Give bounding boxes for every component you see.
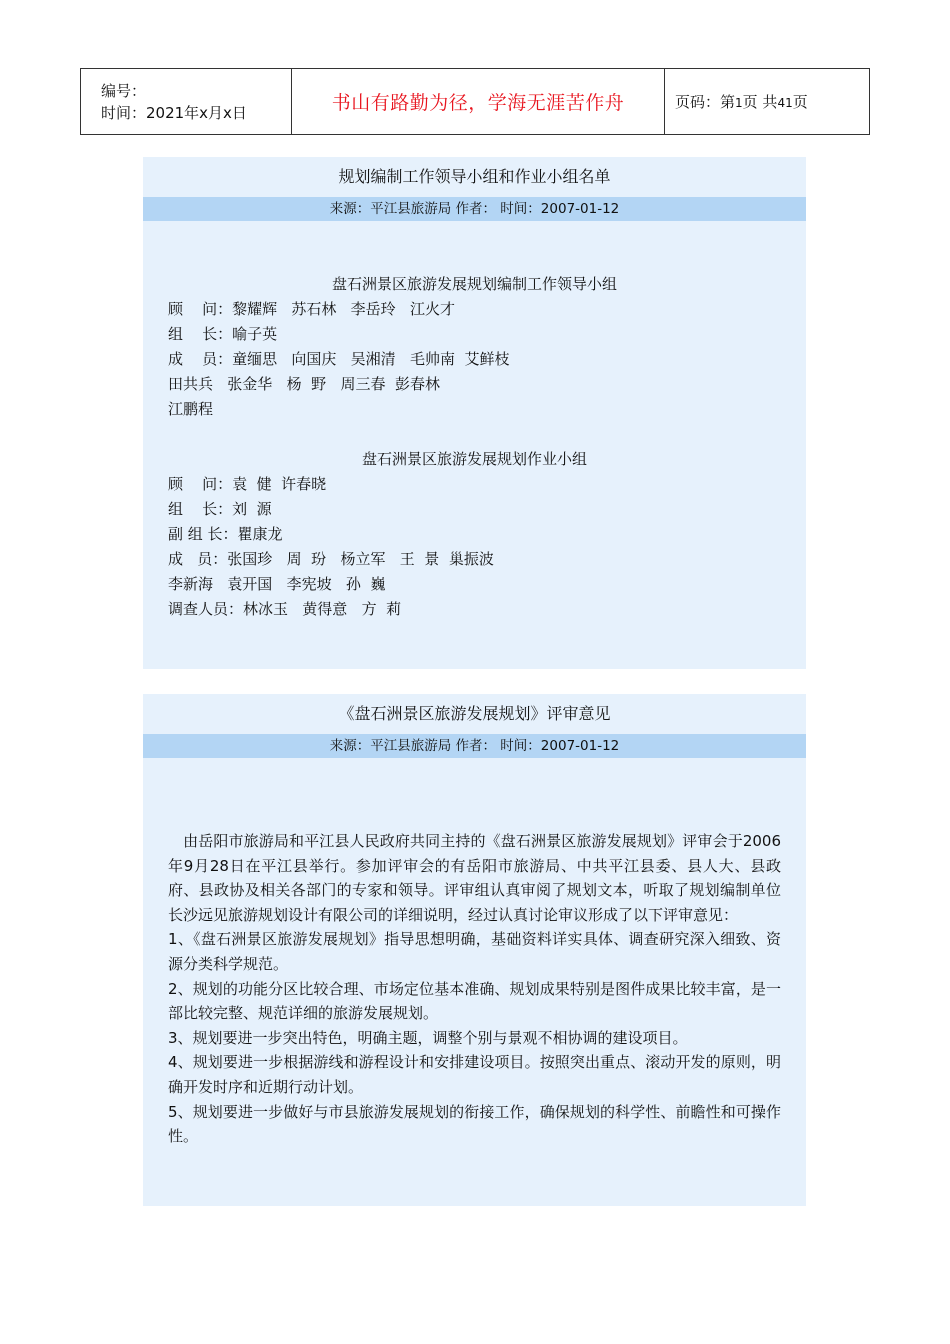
article-meta: 来源：平江县旅游局 作者： 时间：2007-01-12 [143,734,806,758]
page-indicator [665,69,870,135]
page-label: 页码：第 [675,93,736,111]
roster-line: 调查人员：林冰玉 黄得意 方 莉 [168,600,402,618]
paragraph: 1、《盘石洲景区旅游发展规划》指导思想明确，基础资料详实具体、调查研究深入细致、资源分类科学规范。 [168,930,781,973]
page-current: 1 [735,96,743,110]
article-body [143,221,806,622]
paragraph: 5、规划要进一步做好与市县旅游发展规划的衔接工作，确保规划的科学性、前瞻性和可操作性。 [168,1102,781,1146]
time-label: 时间：2021年x月x日 [101,103,247,122]
roster-line: 组 长：喻子英 [168,325,278,343]
roster-line: 副 组 长：瞿康龙 [168,525,283,543]
group-title: 盘石洲景区旅游发展规划编制工作领导小组 [331,275,617,293]
roster-line: 江鹏程 [168,400,214,418]
header-left-cell [81,69,292,135]
page-end: 页 [792,93,808,111]
group-title: 盘石洲景区旅游发展规划作业小组 [361,450,587,468]
page-mid: 页 共 [742,93,778,111]
roster-line: 组 长：刘 源 [168,500,272,518]
article-title: 《盘石洲景区旅游发展规划》评审意见 [338,704,611,723]
article-review [143,694,806,1206]
number-label: 编号： [101,81,147,100]
roster-line: 李新海 袁开国 李宪坡 孙 巍 [168,575,386,593]
spacer [168,422,781,447]
article-title: 规划编制工作领导小组和作业小组名单 [338,167,611,186]
paragraph: 由岳阳市旅游局和平江县人民政府共同主持的《盘石洲景区旅游发展规划》评审会于2006年9月28日在平江县举行。参加评审会的有岳阳市旅游局、中共平江县委、县人大、县政府、县政协及相关各部门的专家和领导。评审组认真审阅了规划文本，听取了规划编制单位长沙远见旅游规划设计有限公司的详细说明，经过认真讨论审议形成了以下评审意见： [168,832,781,924]
roster-line: 顾 问：黎耀辉 苏石林 李岳玲 江火才 [168,300,455,318]
motto: 书山有路勤为径，学海无涯苦作舟 [292,69,665,135]
article-roster [143,157,806,669]
roster-line: 顾 问：袁 健 许春晓 [168,475,327,493]
paragraph: 2、规划的功能分区比较合理、市场定位基本准确、规划成果特别是图件成果比较丰富，是一部比较完整、规范详细的旅游发展规划。 [168,979,781,1023]
article-meta: 来源：平江县旅游局 作者： 时间：2007-01-12 [143,197,806,221]
roster-line: 成 员：童缅思 向国庆 吴湘清 毛帅南 艾鲜枝 [168,350,510,368]
paragraph: 3、规划要进一步突出特色，明确主题，调整个别与景观不相协调的建设项目。 [168,1028,688,1047]
document-header [80,68,870,135]
article-body [143,758,806,1149]
paragraph: 4、规划要进一步根据游线和游程设计和安排建设项目。按照突出重点、滚动开发的原则，明确开发时序和近期行动计划。 [168,1053,781,1096]
roster-line: 成 员：张国珍 周 玢 杨立军 王 景 巢振波 [168,550,494,568]
page-total: 41 [777,96,793,110]
roster-line: 田共兵 张金华 杨 野 周三春 彭春林 [168,375,440,393]
